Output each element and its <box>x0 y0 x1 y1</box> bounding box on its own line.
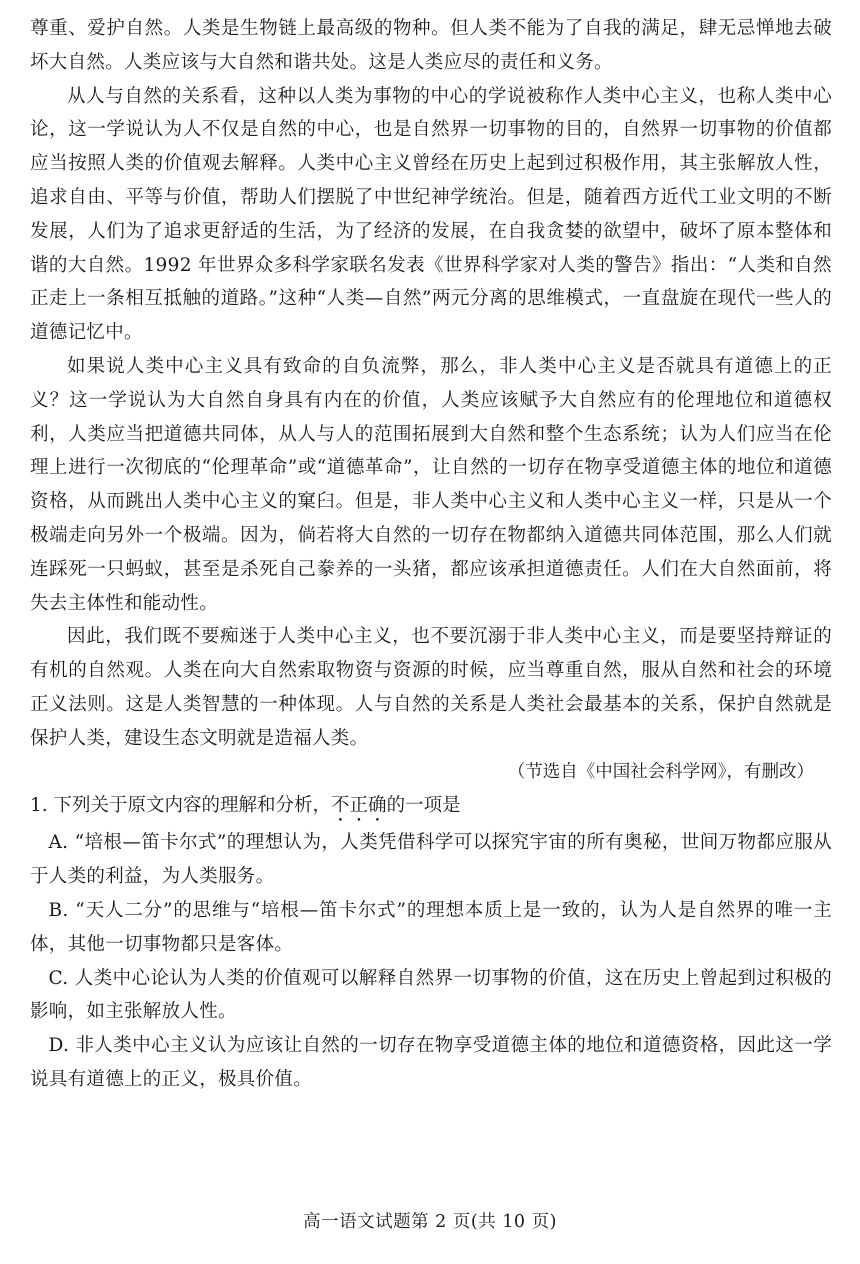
paragraph-4: 因此，我们既不要痴迷于人类中心主义，也不要沉溺于非人类中心主义，而是要坚持辩证的有机的自然观。人类在向大自然索取物资与资源的时候，应当尊重自然，服从自然和社会的环境正义法则。这是人类智慧的一种体现。人与自然的关系是人类社会最基本的关系，保护自然就是保护人类，建设生态文明就是造福人类。 <box>30 626 832 749</box>
document-body <box>30 12 832 1097</box>
question-suffix: 的一项是 <box>386 795 461 817</box>
paragraph-2: 从人与自然的关系看，这种以人类为事物的中心的学说被称作人类中心主义，也称人类中心论，这一学说认为人不仅是自然的中心，也是自然界一切事物的目的，自然界一切事物的价值都应当按照人类的价值观去解释。人类中心主义曾经在历史上起到过积极作用，其主张解放人性，追求自由、平等与价值，帮助人们摆脱了中世纪神学统治。但是，随着西方近代工业文明的不断发展，人们为了追求更舒适的生活，为了经济的发展，在自我贪婪的欲望中，破坏了原本整体和谐的大自然。1992 年世界众多科学家联名发表《世界科学家对人类的警告》指出：“人类和自然正走上一条相互抵触的道路。”这种“人类—自然”两元分离的思维模式，一直盘旋在现代一些人的道德记忆中。 <box>30 85 832 344</box>
question-emphasis: 不正确 <box>331 795 387 817</box>
option-c: C. 人类中心论认为人类的价值观可以解释自然界一切事物的价值，这在历史上曾起到过积极的影响，如主张解放人性。 <box>30 967 832 1023</box>
option-b: B. “天人二分”的思维与“培根—笛卡尔式”的理想本质上是一致的，认为人是自然界的唯一主体，其他一切事物都只是客体。 <box>30 899 832 955</box>
option-a: A. “培根—笛卡尔式”的理想认为，人类凭借科学可以探究宇宙的所有奥秘，世间万物都应服从于人类的利益，为人类服务。 <box>30 832 832 888</box>
paragraph-3: 如果说人类中心主义具有致命的自负流弊，那么，非人类中心主义是否就具有道德上的正义？这一学说认为大自然自身具有内在的价值，人类应该赋予大自然应有的伦理地位和道德权利，人类应当把道德共同体，从人与人的范围拓展到大自然和整个生态系统；认为人们应当在伦理上进行一次彻底的“伦理革命”或“道德革命”，让自然的一切存在物享受道德主体的地位和道德资格，从而跳出人类中心主义的窠臼。但是，非人类中心主义和人类中心主义一样，只是从一个极端走向另外一个极端。因为，倘若将大自然的一切存在物都纳入道德共同体范围，那么人们就连踩死一只蚂蚁，甚至是杀死自己豢养的一头猪，都应该承担道德责任。人们在大自然面前，将失去主体性和能动性。 <box>30 355 832 614</box>
page-footer: 高一语文试题第 2 页(共 10 页) <box>303 1212 557 1232</box>
question-prefix: 1. 下列关于原文内容的理解和分析， <box>30 795 332 817</box>
source-citation: （节选自《中国社会科学网》，有删改） <box>507 761 814 782</box>
question-1-stem <box>30 789 832 826</box>
option-d: D. 非人类中心主义认为应该让自然的一切存在物享受道德主体的地位和道德资格，因此这一学说具有道德上的正义，极具价值。 <box>30 1035 832 1090</box>
paragraph-1: 尊重、爱护自然。人类是生物链上最高级的物种。但人类不能为了自我的满足，肆无忌惮地去破坏大自然。人类应该与大自然和谐共处。这是人类应尽的责任和义务。 <box>30 18 832 73</box>
